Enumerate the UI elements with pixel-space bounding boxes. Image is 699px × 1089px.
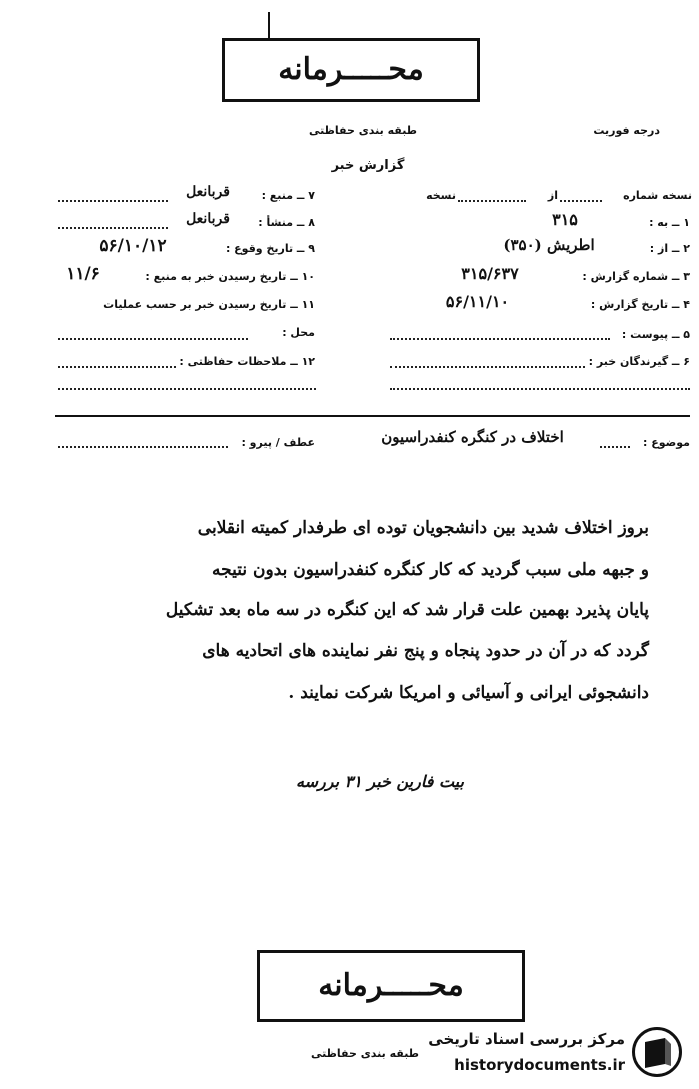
to-label: ۱ ــ به : [649, 216, 690, 229]
copy-label: نسخه [426, 189, 456, 202]
notes-dots-2 [58, 388, 316, 390]
history-documents-logo-icon [632, 1027, 682, 1077]
notes-dots [58, 366, 176, 368]
body-line-5: دانشجوئی ایرانی و آسیائی و امریکا شرکت نمایند . [288, 683, 649, 703]
report-date-value: ۵۶/۱۱/۱۰ [445, 292, 510, 311]
body-line-3: پایان پذیرد بهمین علت قرار شد که این کنگره در سه ماه بعد تشکیل [165, 600, 649, 620]
recipients-dots [390, 366, 585, 368]
body-line-4: گردد که در آن در حدود پنجاه و پنج نفر نماینده های اتحادیه های [202, 641, 649, 661]
subject-dots-right [600, 446, 630, 448]
source-value: قربانعل [186, 184, 230, 200]
bottom-stamp-text: محـــــرمانه [318, 968, 464, 1003]
recipients-dots-2 [390, 388, 690, 390]
top-classification-label: طبقه بندی حفاظتی [308, 124, 418, 137]
urgency-label: درجه فوریت [593, 124, 660, 137]
bottom-classification-stamp [257, 950, 525, 1022]
date-received-source-label: ۱۰ ــ تاریخ رسیدن خبر به منبع : [145, 270, 315, 283]
from2-label: ۲ ــ از : [649, 242, 690, 255]
to-value: ۳۱۵ [552, 210, 578, 229]
from-dots [458, 200, 526, 202]
top-stamp-text: محـــــرمانه [278, 52, 424, 87]
from-label: از [547, 189, 558, 202]
origin-dots [58, 227, 168, 229]
report-number-label: ۳ ــ شماره گزارش : [582, 270, 690, 283]
signature: بیت فارین خبر ۳۱ بررسه [296, 772, 464, 791]
copy-number-label: نسخه شماره [623, 189, 692, 202]
date-received-source-value: ۱۱/۶ [66, 264, 100, 284]
watermark-url: historydocuments.ir [454, 1056, 625, 1074]
date-event-value: ۵۶/۱۰/۱۲ [99, 236, 167, 256]
notes-label: ۱۲ ــ ملاحظات حفاظتی : [179, 355, 315, 368]
date-received-ops-label: ۱۱ ــ تاریخ رسیدن خبر بر حسب عملیات [103, 298, 315, 311]
watermark-title: مرکز بررسی اسناد تاریخی [428, 1030, 625, 1048]
source-label: ۷ ــ منبع : [261, 189, 315, 202]
origin-value: قربانعل [186, 211, 230, 227]
bottom-classification-label: طبقه بندی حفاظتی [310, 1047, 420, 1060]
recipients-label: ۶ ــ گیرندگان خبر : [588, 355, 690, 368]
body-line-2: و جبهه ملی سبب گردید که کار کنگره کنفدراسیون بدون نتیجه [212, 560, 649, 580]
place-dots [58, 338, 248, 340]
copy-number-dots [560, 200, 602, 202]
top-stamp-tick [268, 12, 270, 38]
attachment-label: ۵ ــ پیوست : [621, 328, 690, 341]
origin-label: ۸ ــ منشأ : [258, 216, 315, 229]
subject-value: اختلاف در کنگره کنفدراسیون [381, 428, 564, 446]
report-date-label: ۴ ــ تاریخ گزارش : [590, 298, 690, 311]
date-event-label: ۹ ــ تاریخ وقوع : [225, 242, 315, 255]
ref-label: عطف / پیرو : [241, 436, 315, 449]
from2-value: اطریش (۳۵۰) [503, 236, 595, 254]
ref-dots [58, 446, 228, 448]
section-divider [55, 415, 690, 417]
body-line-1: بروز اختلاف شدید بین دانشجویان توده ای طرفدار کمیته انقلابی [197, 518, 649, 538]
source-dots [58, 200, 168, 202]
subject-label: موضوع : [643, 436, 690, 449]
place-label: محل : [282, 326, 315, 339]
attachment-dots [390, 338, 610, 340]
report-title: گزارش خبر [331, 158, 405, 173]
report-number-value: ۳۱۵/۶۳۷ [461, 264, 519, 283]
top-classification-stamp [222, 38, 480, 102]
